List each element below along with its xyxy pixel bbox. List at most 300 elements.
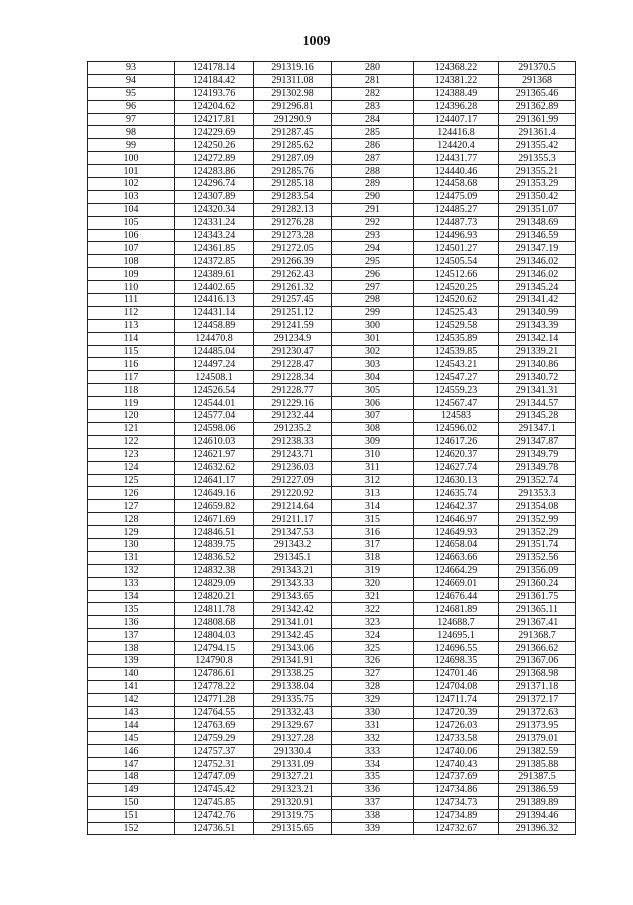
x-coordinate-cell: 124184.42 [175,74,254,87]
y-coordinate-cell: 291341.31 [499,384,576,397]
point-number-cell: 115 [88,345,175,358]
y-coordinate-cell: 291345.28 [499,410,576,423]
point-number-cell: 118 [88,384,175,397]
y-coordinate-cell: 291351.74 [499,538,576,551]
x-coordinate-cell: 124420.4 [414,139,499,152]
x-coordinate-cell: 124520.25 [414,281,499,294]
point-number-cell: 144 [88,719,175,732]
point-number-cell: 326 [332,654,414,667]
y-coordinate-cell: 291228.47 [254,358,332,371]
point-number-cell: 303 [332,358,414,371]
point-number-cell: 301 [332,332,414,345]
y-coordinate-cell: 291319.75 [254,809,332,822]
x-coordinate-cell: 124396.28 [414,100,499,113]
x-coordinate-cell: 124740.06 [414,745,499,758]
y-coordinate-cell: 291352.56 [499,551,576,564]
y-coordinate-cell: 291302.98 [254,87,332,100]
y-coordinate-cell: 291341.91 [254,654,332,667]
x-coordinate-cell: 124361.85 [175,242,254,255]
x-coordinate-cell: 124520.62 [414,294,499,307]
x-coordinate-cell: 124526.54 [175,384,254,397]
y-coordinate-cell: 291342.14 [499,332,576,345]
point-number-cell: 97 [88,113,175,126]
x-coordinate-cell: 124485.04 [175,345,254,358]
table-row [88,294,576,307]
point-number-cell: 98 [88,126,175,139]
table-row [88,190,576,203]
y-coordinate-cell: 291372.17 [499,693,576,706]
point-number-cell: 339 [332,822,414,835]
point-number-cell: 137 [88,629,175,642]
point-number-cell: 113 [88,319,175,332]
x-coordinate-cell: 124497.24 [175,358,254,371]
y-coordinate-cell: 291340.86 [499,358,576,371]
x-coordinate-cell: 124343.24 [175,229,254,242]
point-number-cell: 291 [332,203,414,216]
x-coordinate-cell: 124577.04 [175,410,254,423]
point-number-cell: 109 [88,268,175,281]
x-coordinate-cell: 124331.24 [175,216,254,229]
y-coordinate-cell: 291368.7 [499,629,576,642]
y-coordinate-cell: 291214.64 [254,500,332,513]
point-number-cell: 283 [332,100,414,113]
table-row [88,783,576,796]
point-number-cell: 318 [332,551,414,564]
x-coordinate-cell: 124431.77 [414,152,499,165]
table-row [88,577,576,590]
point-number-cell: 136 [88,616,175,629]
y-coordinate-cell: 291344.57 [499,397,576,410]
point-number-cell: 309 [332,435,414,448]
y-coordinate-cell: 291394.46 [499,809,576,822]
x-coordinate-cell: 124701.46 [414,667,499,680]
y-coordinate-cell: 291346.59 [499,229,576,242]
point-number-cell: 126 [88,487,175,500]
x-coordinate-cell: 124635.74 [414,487,499,500]
point-number-cell: 325 [332,642,414,655]
y-coordinate-cell: 291235.2 [254,422,332,435]
point-number-cell: 93 [88,62,175,75]
y-coordinate-cell: 291351.07 [499,203,576,216]
point-number-cell: 280 [332,62,414,75]
y-coordinate-cell: 291311.08 [254,74,332,87]
point-number-cell: 104 [88,203,175,216]
table-row [88,538,576,551]
point-number-cell: 297 [332,281,414,294]
y-coordinate-cell: 291347.19 [499,242,576,255]
point-number-cell: 122 [88,435,175,448]
x-coordinate-cell: 124487.73 [414,216,499,229]
x-coordinate-cell: 124620.37 [414,448,499,461]
x-coordinate-cell: 124583 [414,410,499,423]
y-coordinate-cell: 291367.06 [499,654,576,667]
table-row [88,435,576,448]
point-number-cell: 305 [332,384,414,397]
x-coordinate-cell: 124649.93 [414,526,499,539]
x-coordinate-cell: 124501.27 [414,242,499,255]
y-coordinate-cell: 291338.04 [254,680,332,693]
point-number-cell: 319 [332,564,414,577]
y-coordinate-cell: 291323.21 [254,783,332,796]
y-coordinate-cell: 291360.24 [499,577,576,590]
y-coordinate-cell: 291352.74 [499,474,576,487]
x-coordinate-cell: 124416.8 [414,126,499,139]
y-coordinate-cell: 291343.21 [254,564,332,577]
point-number-cell: 129 [88,526,175,539]
x-coordinate-cell: 124193.76 [175,87,254,100]
x-coordinate-cell: 124407.17 [414,113,499,126]
x-coordinate-cell: 124778.22 [175,680,254,693]
y-coordinate-cell: 291387.5 [499,770,576,783]
table-row [88,139,576,152]
y-coordinate-cell: 291266.39 [254,255,332,268]
x-coordinate-cell: 124698.35 [414,654,499,667]
y-coordinate-cell: 291343.65 [254,590,332,603]
point-number-cell: 310 [332,448,414,461]
x-coordinate-cell: 124757.37 [175,745,254,758]
x-coordinate-cell: 124402.65 [175,281,254,294]
point-number-cell: 296 [332,268,414,281]
table-row [88,732,576,745]
y-coordinate-cell: 291220.92 [254,487,332,500]
table-row [88,822,576,835]
table-row [88,448,576,461]
x-coordinate-cell: 124646.97 [414,513,499,526]
y-coordinate-cell: 291341.01 [254,616,332,629]
page-number: 1009 [302,34,331,49]
point-number-cell: 127 [88,500,175,513]
y-coordinate-cell: 291228.77 [254,384,332,397]
point-number-cell: 306 [332,397,414,410]
point-number-cell: 139 [88,654,175,667]
y-coordinate-cell: 291257.45 [254,294,332,307]
x-coordinate-cell: 124658.04 [414,538,499,551]
y-coordinate-cell: 291348.69 [499,216,576,229]
y-coordinate-cell: 291241.59 [254,319,332,332]
point-number-cell: 124 [88,461,175,474]
y-coordinate-cell: 291283.54 [254,190,332,203]
point-number-cell: 108 [88,255,175,268]
point-number-cell: 334 [332,758,414,771]
point-number-cell: 96 [88,100,175,113]
y-coordinate-cell: 291343.33 [254,577,332,590]
y-coordinate-cell: 291285.76 [254,165,332,178]
x-coordinate-cell: 124416.13 [175,294,254,307]
x-coordinate-cell: 124610.03 [175,435,254,448]
x-coordinate-cell: 124734.89 [414,809,499,822]
x-coordinate-cell: 124512.66 [414,268,499,281]
y-coordinate-cell: 291356.09 [499,564,576,577]
point-number-cell: 105 [88,216,175,229]
y-coordinate-cell: 291396.32 [499,822,576,835]
point-number-cell: 117 [88,371,175,384]
x-coordinate-cell: 124696.55 [414,642,499,655]
x-coordinate-cell: 124617.26 [414,435,499,448]
x-coordinate-cell: 124505.54 [414,255,499,268]
point-number-cell: 292 [332,216,414,229]
point-number-cell: 111 [88,294,175,307]
y-coordinate-cell: 291347.87 [499,435,576,448]
table-row [88,461,576,474]
y-coordinate-cell: 291339.21 [499,345,576,358]
x-coordinate-cell: 124669.01 [414,577,499,590]
y-coordinate-cell: 291251.12 [254,306,332,319]
point-number-cell: 336 [332,783,414,796]
y-coordinate-cell: 291352.99 [499,513,576,526]
x-coordinate-cell: 124567.47 [414,397,499,410]
x-coordinate-cell: 124737.69 [414,770,499,783]
point-number-cell: 123 [88,448,175,461]
table-row [88,796,576,809]
y-coordinate-cell: 291355.3 [499,152,576,165]
table-row [88,642,576,655]
point-number-cell: 329 [332,693,414,706]
point-number-cell: 304 [332,371,414,384]
point-number-cell: 145 [88,732,175,745]
point-number-cell: 120 [88,410,175,423]
point-number-cell: 289 [332,178,414,191]
x-coordinate-cell: 124296.74 [175,178,254,191]
y-coordinate-cell: 291361.4 [499,126,576,139]
x-coordinate-cell: 124695.1 [414,629,499,642]
x-coordinate-cell: 124832.38 [175,564,254,577]
table-row [88,345,576,358]
table-row [88,667,576,680]
x-coordinate-cell: 124596.02 [414,422,499,435]
y-coordinate-cell: 291262.43 [254,268,332,281]
y-coordinate-cell: 291350.42 [499,190,576,203]
y-coordinate-cell: 291331.09 [254,758,332,771]
x-coordinate-cell: 124630.13 [414,474,499,487]
x-coordinate-cell: 124368.22 [414,62,499,75]
x-coordinate-cell: 124804.03 [175,629,254,642]
x-coordinate-cell: 124734.73 [414,796,499,809]
point-number-cell: 300 [332,319,414,332]
x-coordinate-cell: 124846.51 [175,526,254,539]
point-number-cell: 287 [332,152,414,165]
table-row [88,474,576,487]
point-number-cell: 337 [332,796,414,809]
y-coordinate-cell: 291327.28 [254,732,332,745]
y-coordinate-cell: 291354.08 [499,500,576,513]
y-coordinate-cell: 291385.88 [499,758,576,771]
y-coordinate-cell: 291341.42 [499,294,576,307]
x-coordinate-cell: 124547.27 [414,371,499,384]
point-number-cell: 151 [88,809,175,822]
x-coordinate-cell: 124745.42 [175,783,254,796]
point-number-cell: 298 [332,294,414,307]
x-coordinate-cell: 124320.34 [175,203,254,216]
point-number-cell: 148 [88,770,175,783]
y-coordinate-cell: 291366.62 [499,642,576,655]
table-row [88,152,576,165]
y-coordinate-cell: 291296.81 [254,100,332,113]
point-number-cell: 290 [332,190,414,203]
point-number-cell: 284 [332,113,414,126]
table-row [88,680,576,693]
x-coordinate-cell: 124681.89 [414,603,499,616]
y-coordinate-cell: 291211.17 [254,513,332,526]
table-row [88,693,576,706]
table-row [88,500,576,513]
y-coordinate-cell: 291367.41 [499,616,576,629]
x-coordinate-cell: 124508.1 [175,371,254,384]
table-row [88,758,576,771]
point-number-cell: 125 [88,474,175,487]
table-row [88,165,576,178]
point-number-cell: 146 [88,745,175,758]
table-row [88,178,576,191]
point-number-cell: 134 [88,590,175,603]
y-coordinate-cell: 291346.02 [499,268,576,281]
x-coordinate-cell: 124535.89 [414,332,499,345]
y-coordinate-cell: 291332.43 [254,706,332,719]
table-row [88,410,576,423]
point-number-cell: 103 [88,190,175,203]
table-row [88,513,576,526]
x-coordinate-cell: 124598.06 [175,422,254,435]
table-row [88,487,576,500]
table-row [88,62,576,75]
y-coordinate-cell: 291347.1 [499,422,576,435]
x-coordinate-cell: 124745.85 [175,796,254,809]
x-coordinate-cell: 124559.23 [414,384,499,397]
point-number-cell: 316 [332,526,414,539]
y-coordinate-cell: 291353.29 [499,178,576,191]
table-row [88,719,576,732]
x-coordinate-cell: 124747.09 [175,770,254,783]
x-coordinate-cell: 124763.69 [175,719,254,732]
point-number-cell: 143 [88,706,175,719]
y-coordinate-cell: 291285.18 [254,178,332,191]
y-coordinate-cell: 291234.9 [254,332,332,345]
y-coordinate-cell: 291347.53 [254,526,332,539]
x-coordinate-cell: 124742.76 [175,809,254,822]
table-row [88,809,576,822]
x-coordinate-cell: 124726.03 [414,719,499,732]
x-coordinate-cell: 124752.31 [175,758,254,771]
point-number-cell: 121 [88,422,175,435]
x-coordinate-cell: 124627.74 [414,461,499,474]
y-coordinate-cell: 291230.47 [254,345,332,358]
coordinates-table [87,61,576,835]
x-coordinate-cell: 124839.75 [175,538,254,551]
table-row [88,242,576,255]
y-coordinate-cell: 291273.28 [254,229,332,242]
y-coordinate-cell: 291238.33 [254,435,332,448]
y-coordinate-cell: 291361.99 [499,113,576,126]
x-coordinate-cell: 124733.58 [414,732,499,745]
point-number-cell: 130 [88,538,175,551]
y-coordinate-cell: 291345.24 [499,281,576,294]
x-coordinate-cell: 124496.93 [414,229,499,242]
y-coordinate-cell: 291365.46 [499,87,576,100]
y-coordinate-cell: 291349.78 [499,461,576,474]
point-number-cell: 321 [332,590,414,603]
x-coordinate-cell: 124820.21 [175,590,254,603]
y-coordinate-cell: 291287.45 [254,126,332,139]
x-coordinate-cell: 124389.61 [175,268,254,281]
x-coordinate-cell: 124676.44 [414,590,499,603]
table-row [88,564,576,577]
x-coordinate-cell: 124659.82 [175,500,254,513]
point-number-cell: 313 [332,487,414,500]
point-number-cell: 112 [88,306,175,319]
point-number-cell: 107 [88,242,175,255]
table-row [88,87,576,100]
x-coordinate-cell: 124641.17 [175,474,254,487]
point-number-cell: 302 [332,345,414,358]
y-coordinate-cell: 291342.45 [254,629,332,642]
x-coordinate-cell: 124204.62 [175,100,254,113]
y-coordinate-cell: 291329.67 [254,719,332,732]
point-number-cell: 322 [332,603,414,616]
point-number-cell: 323 [332,616,414,629]
point-number-cell: 141 [88,680,175,693]
y-coordinate-cell: 291370.5 [499,62,576,75]
table-row [88,268,576,281]
y-coordinate-cell: 291335.75 [254,693,332,706]
table-row [88,126,576,139]
point-number-cell: 116 [88,358,175,371]
table-row [88,371,576,384]
point-number-cell: 133 [88,577,175,590]
table-row [88,229,576,242]
table-row [88,551,576,564]
x-coordinate-cell: 124688.7 [414,616,499,629]
point-number-cell: 308 [332,422,414,435]
y-coordinate-cell: 291287.09 [254,152,332,165]
point-number-cell: 320 [332,577,414,590]
table-row [88,255,576,268]
point-number-cell: 119 [88,397,175,410]
y-coordinate-cell: 291320.91 [254,796,332,809]
y-coordinate-cell: 291315.65 [254,822,332,835]
y-coordinate-cell: 291368 [499,74,576,87]
point-number-cell: 288 [332,165,414,178]
y-coordinate-cell: 291352.29 [499,526,576,539]
x-coordinate-cell: 124664.29 [414,564,499,577]
table-row [88,745,576,758]
x-coordinate-cell: 124732.67 [414,822,499,835]
y-coordinate-cell: 291229.16 [254,397,332,410]
x-coordinate-cell: 124621.97 [175,448,254,461]
point-number-cell: 101 [88,165,175,178]
point-number-cell: 327 [332,667,414,680]
y-coordinate-cell: 291243.71 [254,448,332,461]
point-number-cell: 128 [88,513,175,526]
point-number-cell: 99 [88,139,175,152]
y-coordinate-cell: 291338.25 [254,667,332,680]
x-coordinate-cell: 124543.21 [414,358,499,371]
y-coordinate-cell: 291368.98 [499,667,576,680]
point-number-cell: 281 [332,74,414,87]
y-coordinate-cell: 291327.21 [254,770,332,783]
y-coordinate-cell: 291355.21 [499,165,576,178]
x-coordinate-cell: 124272.89 [175,152,254,165]
table-row [88,74,576,87]
x-coordinate-cell: 124388.49 [414,87,499,100]
point-number-cell: 149 [88,783,175,796]
table-row [88,603,576,616]
x-coordinate-cell: 124250.26 [175,139,254,152]
x-coordinate-cell: 124790.8 [175,654,254,667]
point-number-cell: 293 [332,229,414,242]
x-coordinate-cell: 124663.66 [414,551,499,564]
point-number-cell: 150 [88,796,175,809]
y-coordinate-cell: 291355.42 [499,139,576,152]
point-number-cell: 110 [88,281,175,294]
